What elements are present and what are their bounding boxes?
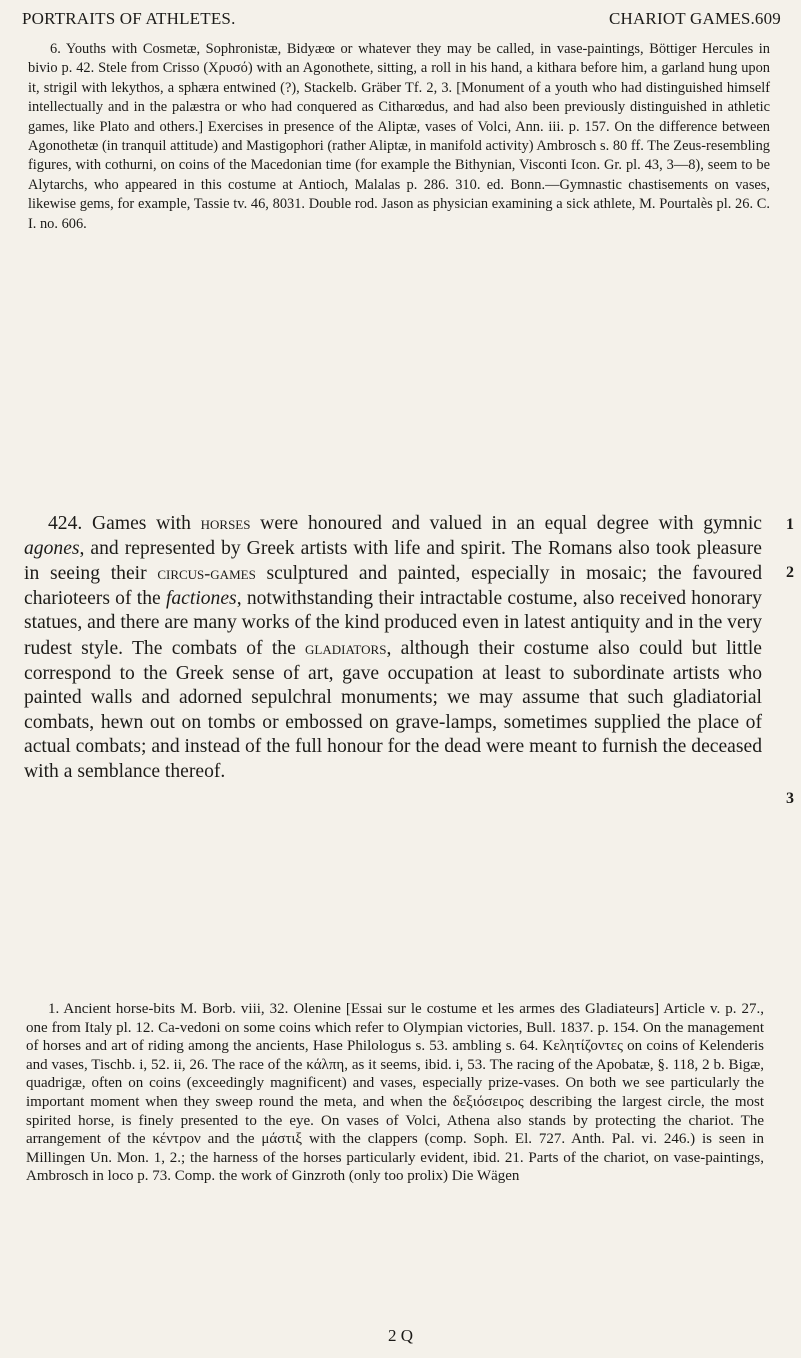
- margin-number-2: 2: [786, 564, 794, 581]
- margin-number-3: 3: [786, 790, 794, 807]
- keyword-circus-games: circus-games: [157, 563, 256, 584]
- section-424-paragraph: 424. Games with horses were honoured and valued in an equal degree with gymnic agones, and represented by Greek artists with life and spirit. The Romans also took pleasure in seeing their circus-games sculptured and painted, especially in mosaic; the favoured charioteers of the factiones, notwithstanding their intractable costume, also received honorary statues, and there are many works of the kind produced even in latest antiquity and in the very rudest style. The combats of the gladiators, although their costume also could but little correspond to the Greek sense of art, gave occupation at least to subordinate artists who painted walls and adorned sepulchral monuments; we may assume that such gladiatorial combats, hewn out on tombs or embossed on grave-lamps, sometimes supplied the place of actual combats; and instead of the full honour for the dead were meant to furnish the deceased with a semblance thereof.: [24, 513, 763, 782]
- keyword-horses: horses: [200, 513, 251, 533]
- header-left: PORTRAITS OF ATHLETES.: [22, 9, 236, 28]
- running-header: [22, 9, 781, 35]
- section-424: [24, 511, 762, 785]
- header-right: CHARIOT GAMES.: [608, 9, 755, 28]
- keyword-agones: agones: [24, 537, 80, 559]
- keyword-gladiators: gladiators: [305, 637, 387, 658]
- margin-number-1: 1: [786, 516, 794, 533]
- note-6-text: 6. Youths with Cosmetæ, Sophronistæ, Bidyæœ or whatever they may be called, in vase-paintings, Böttiger Hercules in bivio p. 42. Stele from Crisso (Χρυσό) with an Agonothete, sitting, a roll in his hand, a kithara before him, a garland hung upon it, strigil with lekythos, a sphæra entwined (?), Stackelb. Gräber Tf. 2, 3. [Monument of a youth who had distinguished himself intellectually and in the palæstra or who had conquered as Citharœdus, and had also been previously distinguished in athletic games, like Plato and others.] Exercises in presence of the Aliptæ, vases of Volci, Ann. iii. p. 157. On the difference between Agonothetæ (in tranquil attitude) and Mastigophori (rather Aliptæ, in manifold activity) Ambrosch s. 80 ff. The Zeus-resembling figures, with cothurni, on coins of the Macedonian time (for example the Bithynian, Visconti Icon. Gr. pl. 43, 3—8), seem to be Alytarchs, who appeared in this costume at Antioch, Malalas p. 286. 310. ed. Bonn.—Gymnastic chastisements on vases, likewise gems, for example, Tassie tv. 46, 8031. Double rod. Jason as physician examining a sick athlete, M. Pourtalès pl. 26. C. I. no. 606.: [28, 41, 770, 232]
- keyword-factiones: factiones: [165, 587, 237, 609]
- section-number: 424.: [48, 513, 83, 534]
- footnote-1: [26, 1000, 764, 1186]
- note-6: [28, 40, 770, 234]
- signature-mark: 2 Q: [387, 1326, 414, 1345]
- footnote-1-text: 1. Ancient horse-bits M. Borb. viii, 32. Olenine [Essai sur le costume et les armes des Gladiateurs] Article v. p. 27., one from Italy pl. 12. Ca-vedoni on some coins which refer to Olympian victories, Bull. 1837. p. 154. On the management of horses and art of riding among the ancients, Hase Philologus s. 53. ambling s. 64. Κελητίζοντες on coins of Kelenderis and vases, Tischb. i, 52. ii, 26. The race of the κάλπη, as it seems, ibid. i, 53. The racing of the Apobatæ, §. 118, 2 b. Bigæ, quadrigæ, often on coins (exceedingly magnificent) and vases, especially prize-vases. On both we see particularly the important moment when they sweep round the meta, and when the δεξιόσειρος describing the largest circle, the most spirited horse, is finely presented to the eye. On vases of Volci, Athena also stands by protecting the chariot. The arrangement of the κέντρον and the μάστιξ with the clappers (comp. Soph. El. 727. Anth. Pal. vi. 246.) is seen in Millingen Un. Mon. 1, 2.; the harness of the horses particularly evident, ibid. 21. Parts of the chariot, on vase-paintings, Ambrosch in loco p. 73. Comp. the work of Ginzroth (only too prolix) Die Wägen: [26, 1001, 764, 1185]
- page-number: 609: [754, 9, 781, 28]
